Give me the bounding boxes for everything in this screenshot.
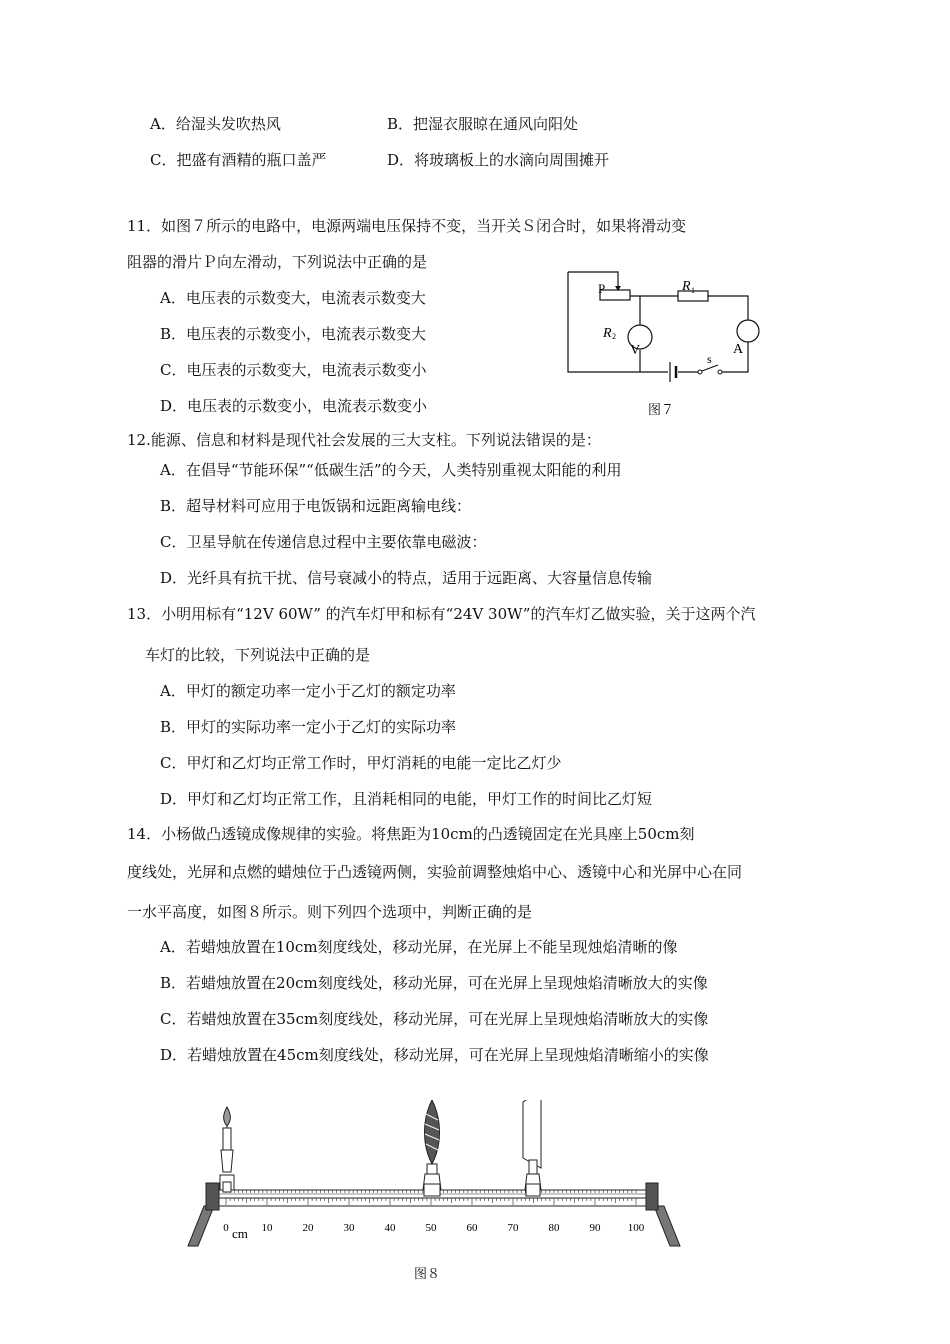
figure-7-circuit: [560, 262, 770, 392]
q14-stem-line-3: 一水平高度，如图８所示。则下列四个选项中，判断正确的是: [127, 903, 533, 921]
label-v: V: [630, 343, 641, 358]
scale-label: 20: [302, 1222, 314, 1234]
scale-label: 40: [384, 1222, 396, 1234]
q11-stem-line-1: 11．如图７所示的电路中，电源两端电压保持不变，当开关Ｓ闭合时，如果将滑动变: [127, 217, 687, 235]
label-r2: R: [603, 326, 612, 341]
q12-option-a: A．在倡导“节能环保”“低碳生活”的今天，人类特别重视太阳能的利用: [160, 461, 622, 479]
figure-8-optical-bench: [180, 1100, 700, 1250]
q13-stem-line-1: 13．小明用标有“12V 60W” 的汽车灯甲和标有“24V 30W”的汽车灯乙做实验，关于这两个汽: [127, 605, 756, 623]
q10-option-b: B．把湿衣服晾在通风向阳处: [387, 115, 579, 133]
scale-labels: [223, 1222, 645, 1234]
q11-option-b: B．电压表的示数变小，电流表示数变大: [160, 325, 427, 343]
left-leg: [188, 1206, 214, 1246]
figure-7-caption: 图７: [648, 403, 675, 418]
scale-label: 80: [548, 1222, 560, 1234]
scale-label: 60: [466, 1222, 478, 1234]
scale-label: 50: [425, 1222, 437, 1234]
label-r1-sub: 1: [691, 286, 695, 295]
q14-option-c: C．若蜡烛放置在35cm刻度线处，移动光屏，可在光屏上呈现烛焰清晰放大的实像: [160, 1010, 709, 1028]
scale-label: 30: [343, 1222, 355, 1234]
unit-label: cm: [232, 1226, 248, 1241]
q10-option-d: D．将玻璃板上的水滴向周围摊开: [387, 151, 610, 169]
figure-8-caption: 图８: [414, 1267, 441, 1282]
scale-label: 0: [223, 1222, 229, 1234]
q10-option-c: C．把盛有酒精的瓶口盖严: [150, 151, 327, 169]
q14-stem-line-2: 度线处，光屏和点燃的蜡烛位于凸透镜两侧，实验前调整烛焰中心、透镜中心和光屏中心在同: [127, 863, 743, 881]
q13-option-b: B．甲灯的实际功率一定小于乙灯的实际功率: [160, 718, 457, 736]
light-screen: [523, 1100, 541, 1196]
q14-option-a: A．若蜡烛放置在10cm刻度线处，移动光屏，在光屏上不能呈现烛焰清晰的像: [160, 938, 678, 956]
q12-option-c: C．卫星导航在传递信息过程中主要依靠电磁波：: [160, 533, 487, 551]
q14-option-b: B．若蜡烛放置在20cm刻度线处，移动光屏，可在光屏上呈现烛焰清晰放大的实像: [160, 974, 708, 992]
ammeter: [737, 320, 759, 342]
q11-option-c: C．电压表的示数变大，电流表示数变小: [160, 361, 427, 379]
q13-option-c: C．甲灯和乙灯均正常工作时，甲灯消耗的电能一定比乙灯少: [160, 754, 562, 772]
q13-option-a: A．甲灯的额定功率一定小于乙灯的额定功率: [160, 682, 456, 700]
label-p: P: [598, 281, 606, 296]
label-s: s: [707, 352, 712, 366]
q12-option-b: B．超导材料可应用于电饭锅和远距离输电线：: [160, 497, 472, 515]
scale-label: 100: [627, 1222, 645, 1234]
candle: [220, 1107, 234, 1192]
label-a: A: [733, 342, 744, 357]
q14-option-d: D．若蜡烛放置在45cm刻度线处，移动光屏，可在光屏上呈现烛焰清晰缩小的实像: [160, 1046, 709, 1064]
label-r2-sub: 2: [612, 332, 616, 341]
q14-stem-line-1: 14．小杨做凸透镜成像规律的实验。将焦距为10cm的凸透镜固定在光具座上50cm刻: [127, 825, 695, 843]
scale-label: 70: [507, 1222, 519, 1234]
q12-stem: 12.能源、信息和材料是现代社会发展的三大支柱。下列说法错误的是：: [127, 431, 601, 449]
q11-option-a: A．电压表的示数变大，电流表示数变大: [160, 289, 426, 307]
q13-option-d: D．甲灯和乙灯均正常工作，且消耗相同的电能，甲灯工作的时间比乙灯短: [160, 790, 653, 808]
convex-lens: [423, 1100, 441, 1196]
q10-option-a: A．给湿头发吹热风: [150, 115, 281, 133]
scale-label: 10: [261, 1222, 273, 1234]
scale-label: 90: [589, 1222, 601, 1234]
q12-option-d: D．光纤具有抗干扰、信号衰减小的特点，适用于远距离、大容量信息传输: [160, 569, 653, 587]
right-end-block: [646, 1183, 658, 1210]
q13-stem-line-2: 车灯的比较，下列说法中正确的是: [145, 646, 371, 664]
q11-stem-line-2: 阻器的滑片Ｐ向左滑动，下列说法中正确的是: [127, 253, 428, 271]
label-r1: R: [682, 279, 691, 294]
right-leg: [654, 1206, 680, 1246]
left-end-block: [206, 1183, 219, 1210]
q11-option-d: D．电压表的示数变小，电流表示数变小: [160, 397, 428, 415]
